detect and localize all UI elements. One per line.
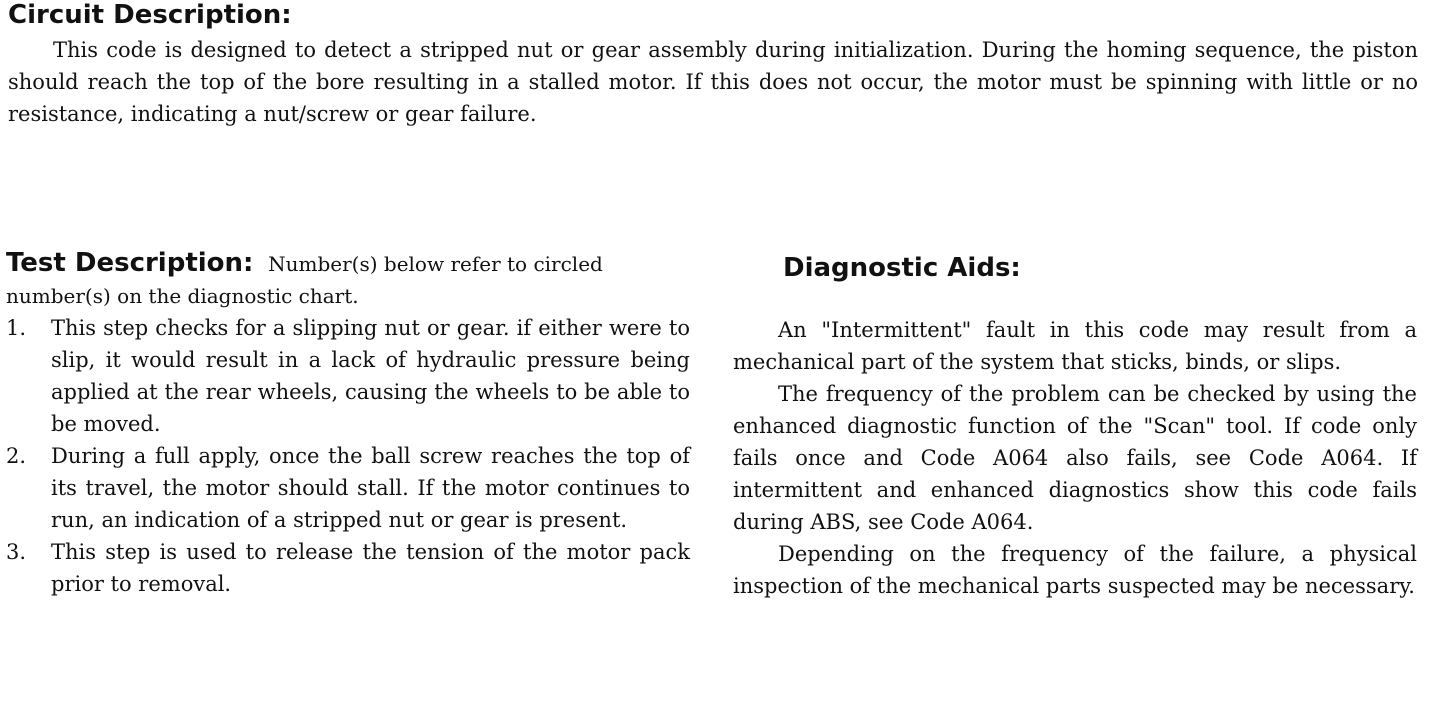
test-step-text: During a full apply, once the ball screw reaches the top of its travel, the motor should stall. If the motor continues to run, an indication of a stripped nut or gear is present. [51,444,690,532]
test-description-intro-continued: number(s) on the diagnostic chart. [6,284,359,308]
circuit-description-heading: Circuit Description: [8,0,292,30]
test-description-heading: Test Description: [6,248,254,278]
test-step [6,312,690,440]
test-step-text: This step checks for a slipping nut or gear. if either were to slip, it would result in a lack of hydraulic pressure being applied at the rear wheels, causing the wheels to be able to be moved. [51,316,690,436]
circuit-description-body [8,34,1418,130]
diagnostic-aids-body [733,314,1417,602]
test-step [6,536,690,600]
diagnostic-aids-heading: Diagnostic Aids: [783,253,1021,283]
diagnostic-aids-paragraph: The frequency of the problem can be checked by using the enhanced diagnostic function of the "Scan" tool. If code only fails once and Code A064 also fails, see Code A064. If intermittent and enhanced diagnostics show this code fails during ABS, see Code A064. [733,382,1417,534]
diagnostic-aids-paragraph: An "Intermittent" fault in this code may result from a mechanical part of the system that sticks, binds, or slips. [733,318,1417,374]
test-description-section [6,248,690,600]
test-step-number: 2. [6,444,27,468]
diagnostic-aids-section [733,248,1417,598]
test-step-number: 1. [6,316,27,340]
test-step-number: 3. [6,540,27,564]
test-description-intro: Number(s) below refer to circled [268,252,603,276]
test-step-text: This step is used to release the tension of the motor pack prior to removal. [51,540,690,596]
test-description-header-line [6,248,690,280]
test-steps-list [6,312,690,600]
test-step [6,440,690,536]
diagnostic-aids-paragraph: Depending on the frequency of the failure, a physical inspection of the mechanical parts suspected may be necessary. [733,542,1417,598]
circuit-description-text: This code is designed to detect a stripped nut or gear assembly during initialization. During the homing sequence, the piston should reach the top of the bore resulting in a stalled motor. If this does not occur, the motor must be spinning with little or no resistance, indicating a nut/screw or gear failure. [8,38,1418,126]
